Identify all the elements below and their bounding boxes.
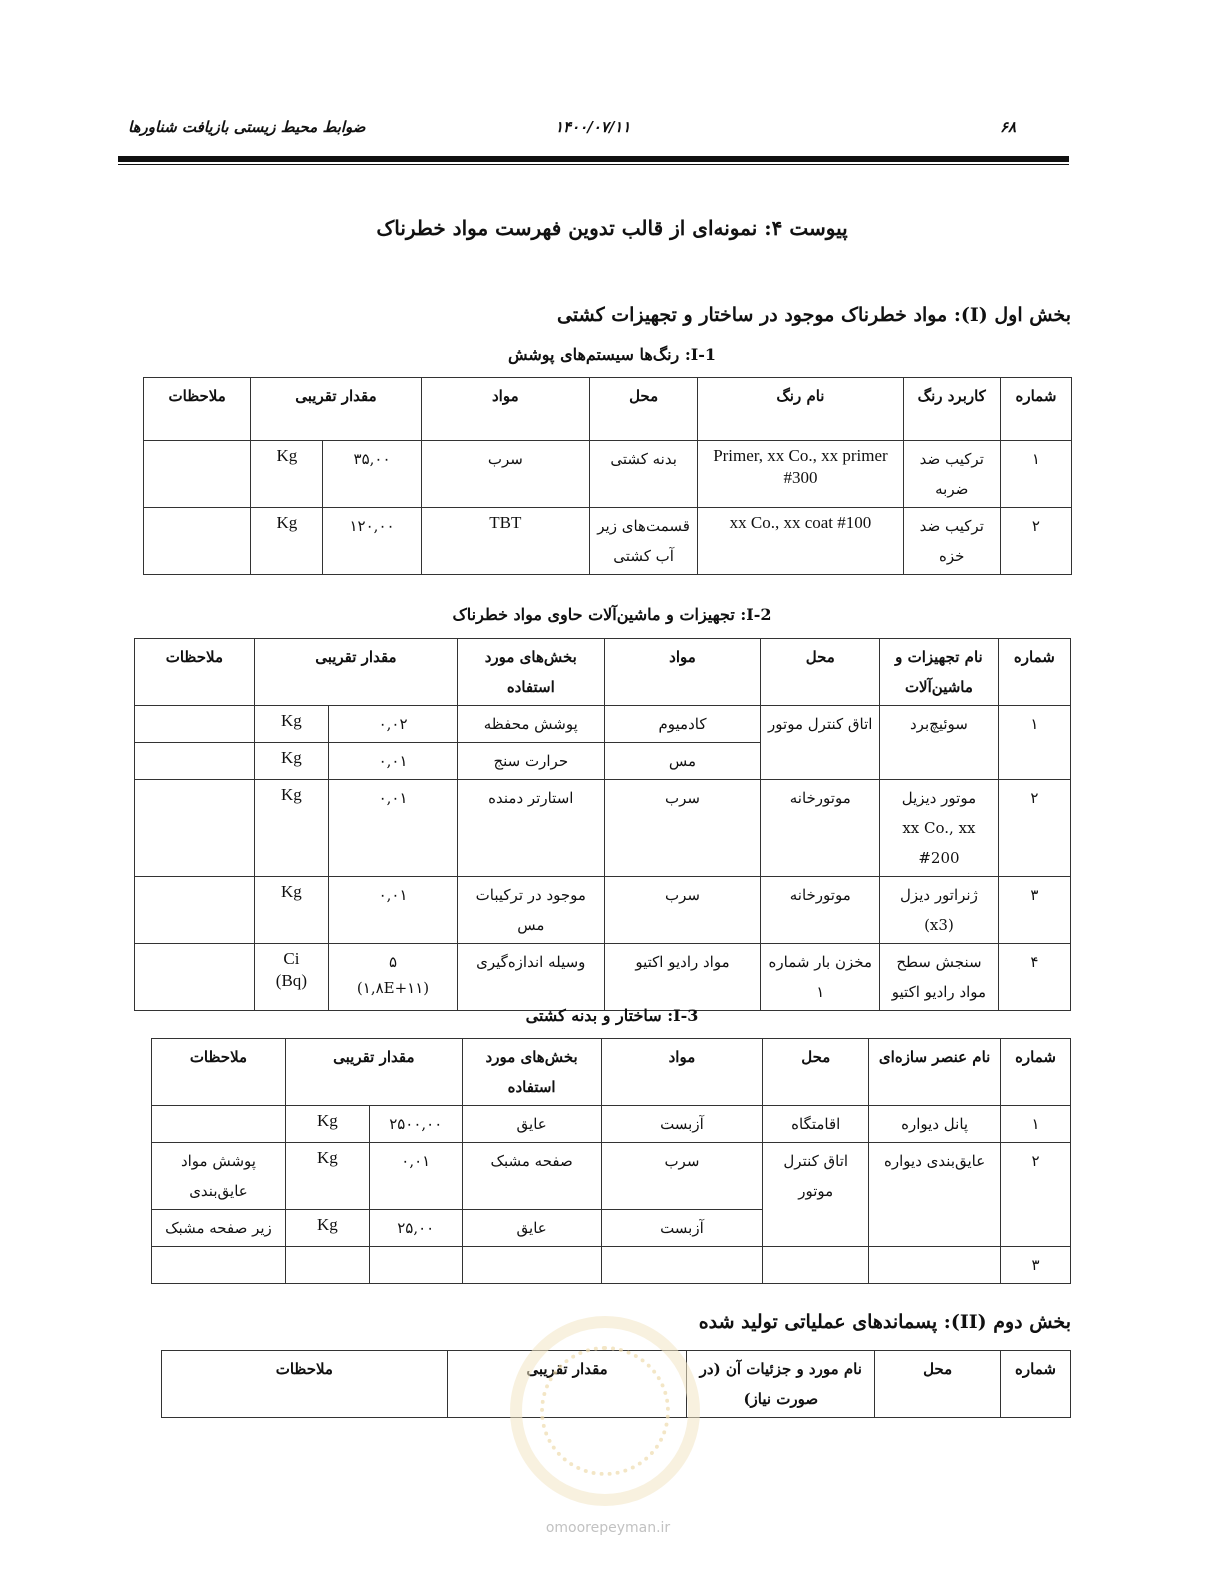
col-parts-used: بخش‌های مورد استفاده	[462, 1039, 601, 1106]
col-paint-name: نام رنگ	[698, 378, 903, 441]
row-number: ۲	[998, 780, 1070, 877]
quantity	[329, 944, 458, 1011]
remarks	[144, 441, 251, 508]
table-structure	[151, 1038, 1071, 1284]
table-row	[152, 1247, 1071, 1284]
parts-used: موجود در ترکیبات مس	[458, 877, 605, 944]
location: اتاق کنترل موتور	[763, 1143, 869, 1247]
parts-used: وسیله اندازه‌گیری	[458, 944, 605, 1011]
quantity: ۰,۰۱	[329, 780, 458, 877]
parts-used: استارتر دمنده	[458, 780, 605, 877]
page-number: ۶۸	[1000, 118, 1017, 136]
parts-used: عایق	[462, 1210, 601, 1247]
table-row	[135, 706, 1071, 743]
part2-title: بخش دوم (II): پسماندهای عملیاتی تولید شده	[698, 1311, 1071, 1333]
element-name: پانل دیواره	[869, 1106, 1001, 1143]
col-location: محل	[875, 1351, 1001, 1418]
unit: Kg	[254, 706, 328, 743]
header-rule	[118, 156, 1069, 162]
quantity: ۲۵۰۰,۰۰	[369, 1106, 462, 1143]
remarks	[135, 877, 255, 944]
unit	[285, 1247, 369, 1284]
paint-name: Primer, xx Co., xx primer #300	[698, 441, 903, 508]
material: TBT	[421, 508, 589, 575]
col-quantity: مقدار تقریبی	[254, 639, 457, 706]
unit-bq: (Bq)	[275, 971, 307, 990]
parts-used: عایق	[462, 1106, 601, 1143]
col-element-name: نام عنصر سازه‌ای	[869, 1039, 1001, 1106]
equipment-name: ژنراتور دیزل (x3)	[880, 877, 999, 944]
equipment-name	[880, 780, 999, 877]
row-number: ۱	[1001, 1106, 1071, 1143]
material: سرب	[604, 877, 761, 944]
quantity: ۰,۰۲	[329, 706, 458, 743]
element-name: عایق‌بندی دیواره	[869, 1143, 1001, 1247]
table3-caption: I-3: ساختار و بدنه کشتی	[525, 1006, 699, 1025]
quantity: ۰,۰۱	[329, 877, 458, 944]
row-number: ۴	[998, 944, 1070, 1011]
unit	[254, 944, 328, 1011]
location: موتورخانه	[761, 780, 880, 877]
equipment-name: سنجش سطح مواد رادیو اکتیو	[880, 944, 999, 1011]
unit-ci: Ci	[283, 949, 300, 968]
col-quantity: مقدار تقریبی	[447, 1351, 687, 1418]
col-remarks: ملاحظات	[144, 378, 251, 441]
location: اقامتگاه	[763, 1106, 869, 1143]
row-number: ۲	[1001, 1143, 1071, 1247]
material: مس	[604, 743, 761, 780]
col-quantity: مقدار تقریبی	[285, 1039, 462, 1106]
location	[763, 1247, 869, 1284]
parts-used	[462, 1247, 601, 1284]
material: آزبست	[601, 1106, 763, 1143]
material	[601, 1247, 763, 1284]
location: موتورخانه	[761, 877, 880, 944]
appendix-title: پیوست ۴: نمونه‌ای از قالب تدوین فهرست مواد خطرناک	[376, 216, 848, 240]
quantity-ci: ۵	[389, 953, 398, 971]
col-location: محل	[590, 378, 698, 441]
quantity-bq: (۱,۸E+۱۱)	[356, 979, 430, 997]
table-row	[135, 780, 1071, 877]
col-remarks: ملاحظات	[162, 1351, 448, 1418]
material: کادمیوم	[604, 706, 761, 743]
unit: Kg	[285, 1106, 369, 1143]
location: بدنه کشتی	[590, 441, 698, 508]
element-name	[869, 1247, 1001, 1284]
col-remarks: ملاحظات	[135, 639, 255, 706]
paint-use: ترکیب ضد ضربه	[903, 441, 1000, 508]
row-number: ۲	[1000, 508, 1071, 575]
material: سرب	[604, 780, 761, 877]
material: آزبست	[601, 1210, 763, 1247]
equipment-name: سوئیچ‌برد	[880, 706, 999, 780]
remarks: زیر صفحه مشبک	[152, 1210, 286, 1247]
watermark-text: omoorepeyman.ir	[545, 1520, 671, 1536]
table-row	[144, 441, 1072, 508]
table-paints	[143, 377, 1072, 575]
quantity: ۲۵,۰۰	[369, 1210, 462, 1247]
equipment-name-fa: موتور دیزیل	[901, 789, 977, 807]
row-number: ۳	[998, 877, 1070, 944]
parts-used: صفحه مشبک	[462, 1143, 601, 1210]
row-number: ۱	[998, 706, 1070, 780]
col-number: شماره	[1000, 378, 1071, 441]
remarks: پوشش مواد عایق‌بندی	[152, 1143, 286, 1210]
col-parts-used: بخش‌های مورد استفاده	[458, 639, 605, 706]
location: مخزن بار شماره ۱	[761, 944, 880, 1011]
col-material: مواد	[601, 1039, 763, 1106]
part1-title: بخش اول (I): مواد خطرناک موجود در ساختار و تجهیزات کشتی	[557, 304, 1071, 326]
paint-name: xx Co., xx coat #100	[698, 508, 903, 575]
material: سرب	[421, 441, 589, 508]
quantity: ۰,۰۱	[369, 1143, 462, 1210]
table-equipment	[134, 638, 1071, 1011]
quantity: ۰,۰۱	[329, 743, 458, 780]
unit: Kg	[251, 441, 323, 508]
watermark-seal-inner	[540, 1346, 670, 1476]
header-date: ۱۴۰۰/۰۷/۱۱	[555, 118, 631, 136]
col-number: شماره	[1001, 1039, 1071, 1106]
remarks	[152, 1247, 286, 1284]
unit: Kg	[254, 780, 328, 877]
location: اتاق کنترل موتور	[761, 706, 880, 780]
header-rule-thin	[118, 164, 1069, 165]
quantity	[369, 1247, 462, 1284]
col-paint-use: کاربرد رنگ	[903, 378, 1000, 441]
table-row	[152, 1143, 1071, 1210]
remarks	[135, 944, 255, 1011]
col-remarks: ملاحظات	[152, 1039, 286, 1106]
parts-used: حرارت سنج	[458, 743, 605, 780]
parts-used: پوشش محفظه	[458, 706, 605, 743]
table1-caption: I-1: رنگ‌ها سیستم‌های پوشش	[507, 345, 717, 364]
remarks	[135, 706, 255, 743]
col-material: مواد	[604, 639, 761, 706]
material: سرب	[601, 1143, 763, 1210]
col-location: محل	[763, 1039, 869, 1106]
unit: Kg	[285, 1210, 369, 1247]
row-number: ۱	[1000, 441, 1071, 508]
table2-caption: I-2: تجهیزات و ماشین‌آلات حاوی مواد خطرناک	[452, 605, 772, 624]
col-equipment-name: نام تجهیزات و ماشین‌آلات	[880, 639, 999, 706]
table-row	[152, 1106, 1071, 1143]
col-location: محل	[761, 639, 880, 706]
remarks	[152, 1106, 286, 1143]
col-number: شماره	[1001, 1351, 1071, 1418]
unit: Kg	[251, 508, 323, 575]
material: مواد رادیو اکتیو	[604, 944, 761, 1011]
remarks	[135, 743, 255, 780]
table-row	[135, 944, 1071, 1011]
remarks	[135, 780, 255, 877]
col-material: مواد	[421, 378, 589, 441]
row-number: ۳	[1001, 1247, 1071, 1284]
remarks	[144, 508, 251, 575]
paint-use: ترکیب ضد خزه	[903, 508, 1000, 575]
header-title: ضوابط محیط زیستی بازیافت شناورها	[128, 118, 366, 136]
col-number: شماره	[998, 639, 1070, 706]
location: قسمت‌های زیر آب کشتی	[590, 508, 698, 575]
equipment-model: xx Co., xx #200	[902, 819, 976, 867]
col-item-details: نام مورد و جزئیات آن (در صورت نیاز)	[687, 1351, 875, 1418]
unit: Kg	[285, 1143, 369, 1210]
table-row	[144, 508, 1072, 575]
table-row	[135, 877, 1071, 944]
unit: Kg	[254, 877, 328, 944]
quantity: ۳۵,۰۰	[323, 441, 421, 508]
col-quantity: مقدار تقریبی	[251, 378, 421, 441]
unit: Kg	[254, 743, 328, 780]
quantity: ۱۲۰,۰۰	[323, 508, 421, 575]
